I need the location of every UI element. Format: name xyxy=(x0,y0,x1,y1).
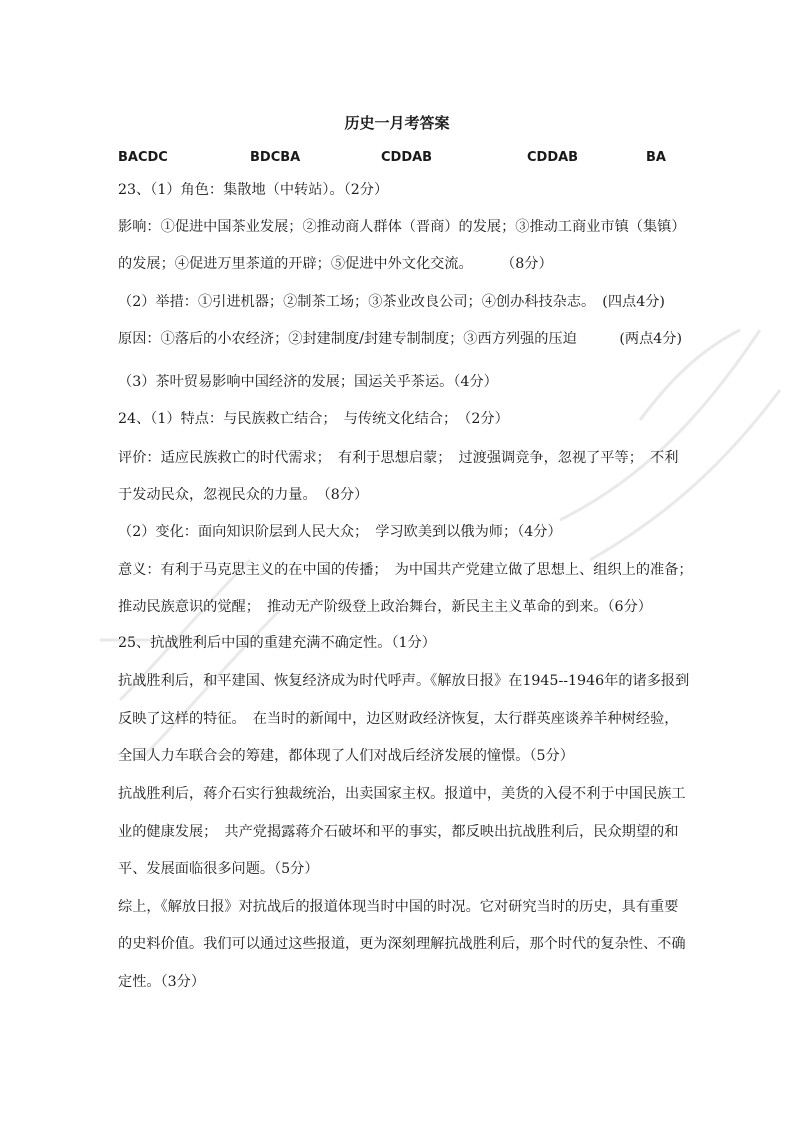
answer-group-2: BDCBA xyxy=(250,150,301,165)
answer-line: 于发动民众，忽视民众的力量。 （8分） xyxy=(118,487,369,503)
answer-line: 的史料价值。我们可以通过这些报道，更为深刻理解抗战胜利后，那个时代的复杂性、不确 xyxy=(118,936,686,952)
answer-group-4: CDDAB xyxy=(527,150,579,165)
answer-line: 全国人力车联合会的筹建，都体现了人们对战后经济发展的憧憬。（5分） xyxy=(118,748,574,764)
answer-line: 业的健康发展； 共产党揭露蒋介石破坏和平的事实，都反映出抗战胜利后，民众期望的和 xyxy=(118,824,679,840)
answer-line: 平、发展面临很多问题。（5分） xyxy=(118,861,319,877)
answer-line: 反映了这样的特征。 在当时的新闻中，边区财政经济恢复，太行群英座谈养羊种树经验， xyxy=(118,711,679,727)
answer-group-1: BACDC xyxy=(118,150,168,165)
answer-line: 25、抗战胜利后中国的重建充满不确定性。（1分） xyxy=(118,635,436,651)
answer-line: 影响：①促进中国茶业发展；②推动商人群体（晋商）的发展；③推动工商业市镇（集镇） xyxy=(118,219,686,235)
answer-line: 23、（1）角色：集散地（中转站）。（2分） xyxy=(118,182,389,198)
answer-line: 定性。（3分） xyxy=(118,974,206,990)
multiple-choice-answers xyxy=(118,150,666,170)
answer-line: 原因：①落后的小农经济；②封建制度/封建专制制度；③西方列强的压迫 (两点4分) xyxy=(118,331,683,347)
answer-line: （2）变化：面向知识阶层到人民大众； 学习欧美到以俄为师；（4分） xyxy=(118,524,562,540)
answer-line: （3）茶叶贸易影响中国经济的发展；国运关乎茶运。（4分） xyxy=(118,374,498,390)
answer-group-5: BA xyxy=(646,150,666,165)
answer-line: 的发展；④促进万里茶道的开辟；⑤促进中外文化交流。 （8分） xyxy=(118,256,553,272)
answer-line: 综上，《解放日报》对抗战后的报道体现当时中国的时况。它对研究当时的历史，具有重要 xyxy=(118,899,679,915)
answer-line: 抗战胜利后，和平建国、恢复经济成为时代呼声。《解放日报》在1945--1946年的诸多报到 xyxy=(118,673,690,689)
answer-line: 推动民族意识的觉醒； 推动无产阶级登上政治舞台，新民主主义革命的到来。（6分） xyxy=(118,599,652,615)
answer-line: （2）举措：①引进机器；②制茶工场；③茶业改良公司；④创办科技杂志。 (四点4分) xyxy=(118,294,665,310)
answer-line: 抗战胜利后，蒋介石实行独裁统治，出卖国家主权。报道中，美货的入侵不利于中国民族工 xyxy=(118,786,686,802)
answer-line: 意义：有利于马克思主义的在中国的传播； 为中国共产党建立做了思想上、组织上的准备； xyxy=(118,562,693,578)
page-title: 历史一月考答案 xyxy=(344,114,450,132)
answer-line: 24、（1）特点：与民族救亡结合； 与传统文化结合； （2分） xyxy=(118,411,509,427)
answer-line: 评价：适应民族救亡的时代需求； 有利于思想启蒙； 过渡强调竞争，忽视了平等； 不利 xyxy=(118,450,679,466)
answer-group-3: CDDAB xyxy=(381,150,433,165)
